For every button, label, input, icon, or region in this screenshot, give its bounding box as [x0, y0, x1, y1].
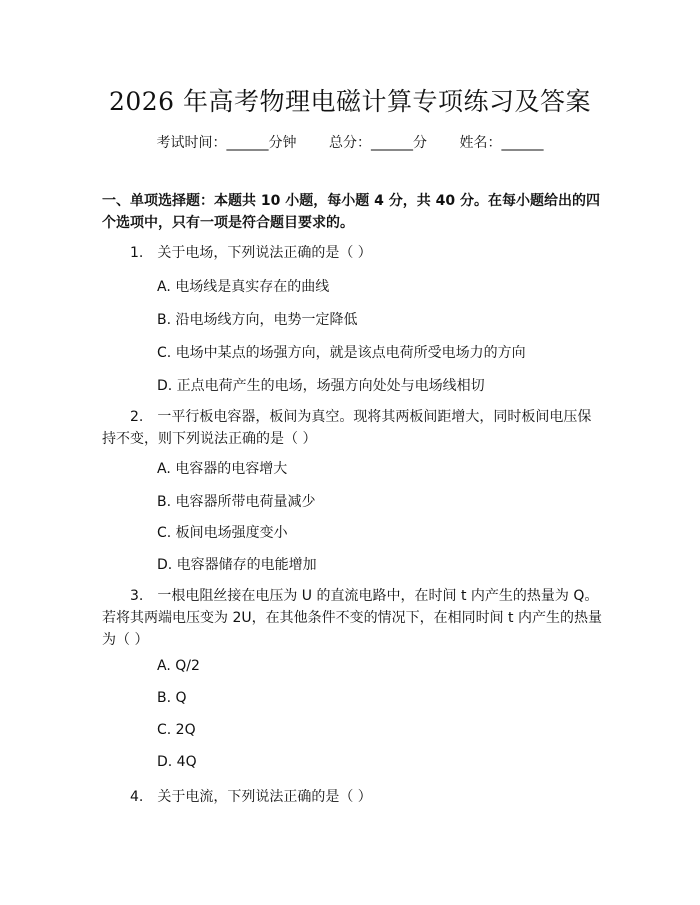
q1-option-b: B. 沿电场线方向，电势一定降低: [157, 312, 358, 328]
question-4: 4. 关于电流，下列说法正确的是（ ）: [130, 789, 372, 805]
q2-option-b: B. 电容器所带电荷量减少: [157, 494, 316, 510]
question-1: 1. 关于电场，下列说法正确的是（ ）: [130, 245, 372, 261]
q3-option-c: C. 2Q: [157, 722, 196, 738]
q3-option-d: D. 4Q: [157, 754, 197, 770]
student-name: 姓名：______: [459, 135, 544, 151]
exam-time: 考试时间：______分钟: [156, 135, 297, 151]
question-3: 3. 一根电阻丝接在电压为 U 的直流电路中，在时间 t 内产生的热量为 Q。若将其两端电压变为 2U，在其他条件不变的情况下，在相同时间 t 内产生的热量为（ ）: [102, 588, 602, 648]
section-heading: 一、单项选择题：本题共 10 小题，每小题 4 分，共 40 分。在每小题给出的四个选项中，只有一项是符合题目要求的。: [102, 193, 600, 231]
exam-meta: [0, 132, 700, 152]
q1-option-d: D. 正点电荷产生的电场，场强方向处处与电场线相切: [157, 378, 485, 394]
page-title: 2026 年高考物理电磁计算专项练习及答案: [108, 87, 592, 116]
q2-option-a: A. 电容器的电容增大: [157, 461, 288, 477]
question-2: 2. 一平行板电容器，板间为真空。现将其两板间距增大，同时板间电压保持不变，则下列说法正确的是（ ）: [102, 409, 592, 447]
q1-option-a: A. 电场线是真实存在的曲线: [157, 279, 330, 295]
q3-option-a: A. Q/2: [157, 658, 200, 674]
q3-option-b: B. Q: [157, 690, 187, 706]
q1-option-c: C. 电场中某点的场强方向，就是该点电荷所受电场力的方向: [157, 345, 526, 361]
q2-option-c: C. 板间电场强度变小: [157, 525, 288, 541]
exam-score: 总分：______分: [329, 135, 427, 151]
q2-option-d: D. 电容器储存的电能增加: [157, 557, 317, 573]
